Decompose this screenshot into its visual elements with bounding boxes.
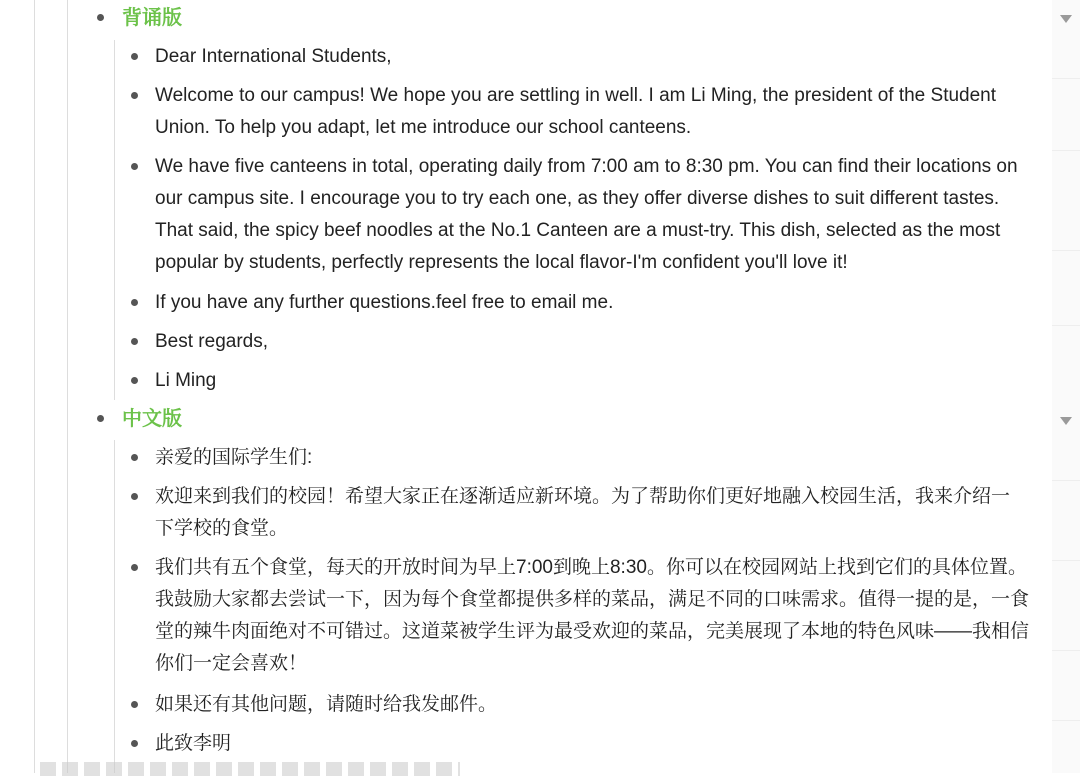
list-item-text: Welcome to our campus! We hope you are settling in well. I am Li Ming, the president of the Student Union. To help you adapt, let me introduce our school canteens. (155, 85, 997, 138)
bullet-icon (131, 299, 138, 306)
bullet-icon (131, 454, 138, 461)
outline-guide-section2 (114, 440, 115, 773)
list-item-text: 此致李明 (155, 733, 232, 754)
bullet-icon (131, 377, 138, 384)
list-item-text: 如果还有其他问题，请随时给我发邮件。 (155, 694, 498, 715)
bullet-icon (97, 415, 104, 422)
outline-guide-level2 (67, 0, 68, 773)
list-item-text: Dear International Students, (155, 46, 392, 67)
bullet-icon (131, 338, 138, 345)
list-item-text: We have five canteens in total, operating daily from 7:00 am to 8:30 pm. You can find their locations on our campus site. I encourage you to try each one, as they offer diverse dishes to suit different tastes. That said, the spicy beef noodles at the No.1 Canteen are a must-try. This dish, selected as the most popular by students, perfectly represents the local flavor-I'm confident you'll love it! (155, 156, 1018, 273)
right-gutter (1052, 0, 1080, 773)
section-heading: 中文版 (122, 408, 182, 430)
bullet-icon (131, 163, 138, 170)
bullet-icon (97, 14, 104, 21)
list-item-text: 欢迎来到我们的校园！希望大家正在逐渐适应新环境。为了帮助你们更好地融入校园生活，我来介绍一下学校的食堂。 (155, 486, 1011, 539)
bullet-icon (131, 740, 138, 747)
chevron-down-icon[interactable] (1060, 15, 1072, 23)
bullet-icon (131, 701, 138, 708)
list-item-text: Best regards, (155, 331, 268, 352)
list-item-text: 我们共有五个食堂，每天的开放时间为早上7:00到晚上8:30。你可以在校园网站上找到它们的具体位置。我鼓励大家都去尝试一下，因为每个食堂都提供多样的菜品，满足不同的口味需求。值得一提的是，一食堂的辣牛肉面绝对不可错过。这道菜被学生评为最受欢迎的菜品，完美展现了本地的特色风味——我相信你们一定会喜欢！ (155, 557, 1030, 674)
list-item-text: If you have any further questions.feel free to email me. (155, 292, 614, 313)
chevron-down-icon[interactable] (1060, 417, 1072, 425)
bullet-icon (131, 564, 138, 571)
bullet-icon (131, 53, 138, 60)
bullet-icon (131, 92, 138, 99)
list-item-text: 亲爱的国际学生们: (155, 447, 313, 468)
outline-guide-level1 (34, 0, 35, 773)
section-heading: 背诵版 (122, 7, 182, 29)
bullet-icon (131, 493, 138, 500)
list-item-text: Li Ming (155, 370, 217, 391)
outline-guide-section1 (114, 40, 115, 400)
clipped-next-line (40, 762, 460, 776)
